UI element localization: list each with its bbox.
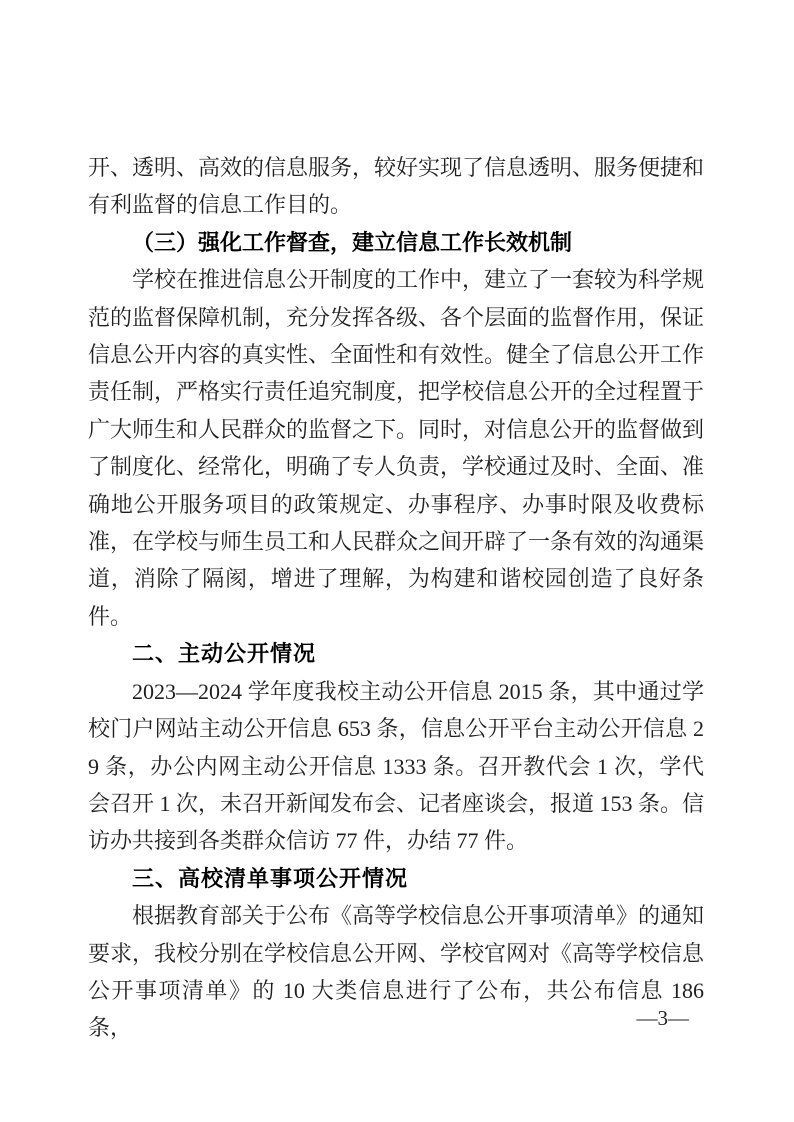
document-body	[88, 149, 704, 1047]
paragraph-supervision: 学校在推进信息公开制度的工作中，建立了一套较为科学规范的监督保障机制，充分发挥各级、各个层面的监督作用，保证信息公开内容的真实性、全面性和有效性。健全了信息公开工作责任制，严格实行责任追究制度，把学校信息公开的全过程置于广大师生和人民群众的监督之下。同时，对信息公开的监督做到了制度化、经常化，明确了专人负责，学校通过及时、全面、准确地公开服务项目的政策规定、办事程序、办事时限及收费标准，在学校与师生员工和人民群众之间开辟了一条有效的沟通渠道，消除了隔阂，增进了理解，为构建和谐校园创造了良好条件。	[88, 267, 705, 629]
paragraph-active-disclosure: 2023—2024 学年度我校主动公开信息 2015 条，其中通过学校门户网站主动公开信息 653 条，信息公开平台主动公开信息 29 条，办公内网主动公开信息 1333 条。召开教代会 1 次，学代会召开 1 次，未召开新闻发布会、记者座谈会，报道 153 条。信访办共接到各类群众信访 77 件，办结 77 件。	[88, 678, 705, 854]
page-number: —3—	[636, 1006, 689, 1030]
paragraph-list-disclosure: 根据教育部关于公布《高等学校信息公开事项清单》的通知要求，我校分别在学校信息公开网、学校官网对《高等学校信息公开事项清单》的 10 大类信息进行了公布，共公布信息 186 条，	[88, 903, 705, 1041]
paragraph-continuation: 开、透明、高效的信息服务，较好实现了信息透明、服务便捷和有利监督的信息工作目的。	[88, 155, 705, 218]
heading-subsection-three: （三）强化工作督查，建立信息工作长效机制	[132, 229, 573, 255]
heading-section-two: 二、主动公开情况	[132, 641, 317, 667]
heading-section-three: 三、高校清单事项公开情况	[132, 865, 409, 891]
